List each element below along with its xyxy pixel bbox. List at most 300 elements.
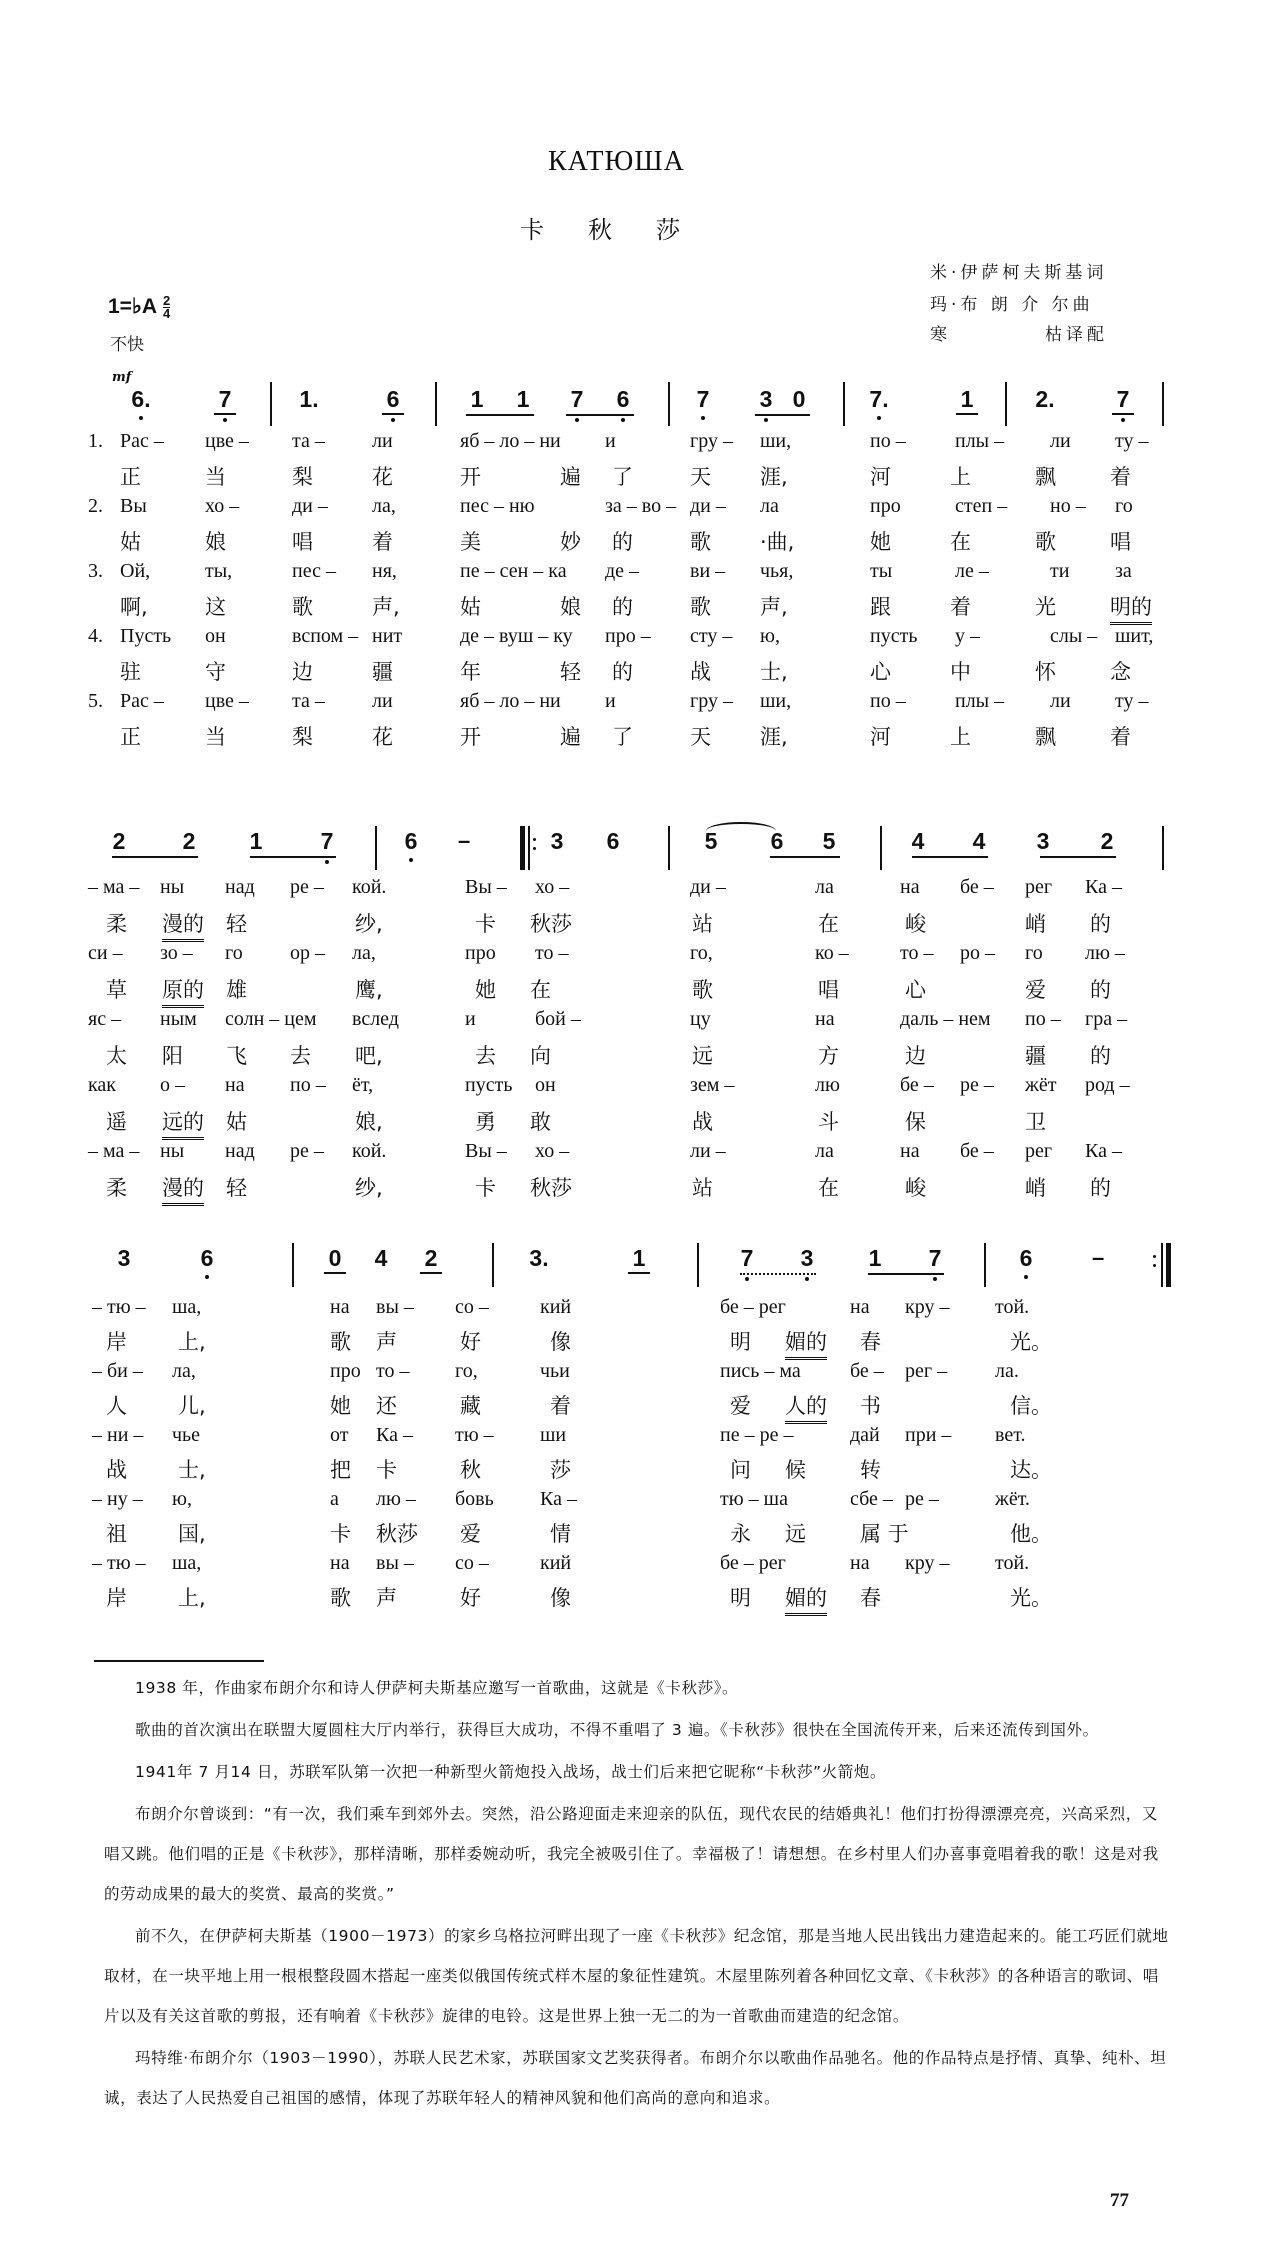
lyric-chinese: 开 <box>460 725 481 749</box>
lyric-russian: ны <box>160 1140 185 1162</box>
lyric-russian: – би – <box>92 1360 143 1382</box>
note: 5 <box>822 828 836 854</box>
lyric-chinese: 士, <box>760 660 788 684</box>
lyric-chinese: 轻 <box>560 660 581 684</box>
lyric-russian: вспом – <box>292 625 359 647</box>
lyric-chinese: 娘 <box>205 530 226 554</box>
lyric-russian: про <box>870 495 901 517</box>
lyric-russian: ши, <box>760 430 792 452</box>
lyric-chinese: 峻 <box>905 1176 926 1200</box>
lyric-russian: тю – ша <box>720 1488 788 1510</box>
lyric-russian: ди – <box>690 495 726 517</box>
lyric-russian: бе – <box>850 1360 884 1382</box>
lyric-chinese: 的 <box>1090 912 1111 936</box>
lyric-russian: шит, <box>1115 625 1154 647</box>
lyric-chinese: 信。 <box>1010 1394 1052 1418</box>
lyric-chinese: 她 <box>870 530 891 554</box>
note: 5 <box>704 828 718 854</box>
beam <box>466 414 534 416</box>
beam <box>112 856 198 858</box>
lyric-russian: то – <box>376 1360 410 1382</box>
lyric-chinese: 斗 <box>818 1110 839 1134</box>
lyric-chinese: 花 <box>372 725 393 749</box>
lyric-russian: чье <box>172 1424 201 1446</box>
lyric-chinese: 涯, <box>760 725 788 749</box>
lyric-chinese: 属 于 <box>860 1522 909 1546</box>
lyric-chinese: 开 <box>460 465 481 489</box>
lyric-russian: цве – <box>205 430 249 452</box>
note: 3 <box>117 1245 131 1271</box>
lyric-chinese: 守 <box>205 660 226 684</box>
verse-number: 2. <box>88 495 103 517</box>
lyric-russian: цве – <box>205 690 249 712</box>
lyric-chinese: 还 <box>376 1394 397 1418</box>
lyric-russian: яб – ло – ни <box>460 690 561 712</box>
lyric-russian: кий <box>540 1296 572 1318</box>
lyric-russian: Рас – <box>120 430 164 452</box>
note: 7 <box>566 386 588 413</box>
lyric-russian: вы – <box>376 1296 414 1318</box>
lyric-chinese: 遥 <box>106 1110 127 1134</box>
lyric-russian: го <box>1025 942 1043 964</box>
barline <box>668 826 670 870</box>
lyric-russian: по – <box>1025 1008 1061 1030</box>
note: 0 <box>792 386 806 412</box>
lyric-russian: плы – <box>955 430 1005 452</box>
lyric-chinese: 花 <box>372 465 393 489</box>
lyric-chinese: 祖 <box>106 1522 127 1546</box>
lyric-russian: хо – <box>205 495 240 517</box>
beam <box>250 856 336 858</box>
lyric-chinese: 媚的 <box>785 1326 827 1360</box>
lyric-chinese: 峭 <box>1025 912 1046 936</box>
lyric-russian: а <box>330 1488 339 1510</box>
lyric-russian: он <box>205 625 226 647</box>
lyric-chinese: 了 <box>612 465 633 489</box>
lyric-chinese: 她 <box>475 978 496 1002</box>
lyric-chinese: 轻 <box>226 1176 247 1200</box>
lyric-chinese: 爱 <box>460 1522 481 1546</box>
note: 1 <box>956 386 978 415</box>
lyric-russian: ре – <box>290 1140 324 1162</box>
lyric-russian: бе – <box>900 1074 934 1096</box>
lyric-chinese: 飘 <box>1035 465 1056 489</box>
note: 7 <box>316 828 338 855</box>
lyric-chinese: 永 <box>730 1522 751 1546</box>
lyric-russian: ным <box>160 1008 197 1030</box>
lyric-russian: Ка – <box>376 1424 413 1446</box>
barline <box>880 826 882 870</box>
lyric-russian: о – <box>160 1074 185 1096</box>
section-divider <box>94 1660 264 1662</box>
lyric-russian: хо – <box>535 1140 570 1162</box>
lyric-chinese: 着 <box>1110 465 1131 489</box>
repeat-dots <box>1153 1249 1157 1273</box>
lyric-chinese: 秋莎 <box>530 1176 572 1200</box>
note: 6. <box>130 386 152 413</box>
lyric-russian: на <box>330 1296 350 1318</box>
lyric-russian: ли <box>1050 430 1071 452</box>
lyric-russian: рег – <box>905 1360 948 1382</box>
lyric-chinese: 边 <box>292 660 313 684</box>
lyric-chinese: 雄 <box>226 978 247 1002</box>
lyric-russian: хо – <box>535 876 570 898</box>
lyric-russian: про <box>465 942 496 964</box>
lyric-chinese: 梨 <box>292 465 313 489</box>
lyric-chinese: 漫的 <box>162 908 204 942</box>
note: 2 <box>182 828 196 854</box>
credit-translator: 寒 枯译配 <box>930 325 1109 345</box>
note: 6 <box>400 828 422 855</box>
note: 1. <box>299 386 319 412</box>
lyric-russian: Пусть <box>120 625 172 647</box>
note: 2 <box>1100 828 1114 854</box>
lyric-russian: ши, <box>760 690 792 712</box>
lyric-chinese: 纱, <box>355 912 383 936</box>
repeat-dots <box>533 832 537 856</box>
lyric-russian: то – <box>900 942 934 964</box>
lyric-chinese: 她 <box>330 1394 351 1418</box>
lyric-russian: и <box>465 1008 476 1030</box>
lyric-russian: солн – цем <box>225 1008 317 1030</box>
lyric-russian: ре – <box>905 1488 939 1510</box>
note: 1 <box>628 1245 650 1274</box>
credit-lyricist: 米·伊萨柯夫斯基词 <box>930 263 1108 283</box>
lyric-chinese: 吧, <box>355 1044 383 1068</box>
lyric-russian: сту – <box>690 625 733 647</box>
lyric-russian: яб – ло – ни <box>460 430 561 452</box>
paragraph: 1941年 7 月14 日，苏联军队第一次把一种新型火箭炮投入战场，战士们后来把它昵称“卡秋莎”火箭炮。 <box>135 1763 887 1781</box>
lyric-chinese: 上, <box>178 1586 206 1610</box>
lyric-russian: но – <box>1050 495 1086 517</box>
note: 1 <box>249 828 263 854</box>
lyric-chinese: 战 <box>106 1458 127 1482</box>
lyric-russian: ре – <box>290 876 324 898</box>
lyric-chinese: 光 <box>1035 595 1056 619</box>
lyric-russian: ор – <box>290 942 325 964</box>
lyric-russian: по – <box>290 1074 326 1096</box>
lyric-chinese: 在 <box>818 912 839 936</box>
lyric-chinese: 秋莎 <box>376 1522 418 1546</box>
lyric-chinese: 纱, <box>355 1176 383 1200</box>
lyric-chinese: 当 <box>205 465 226 489</box>
lyric-russian: со – <box>455 1296 489 1318</box>
lyric-chinese: 保 <box>905 1110 926 1134</box>
note: 4 <box>972 828 986 854</box>
lyric-chinese: 的 <box>1090 1044 1111 1068</box>
lyric-chinese: 年 <box>460 660 481 684</box>
lyric-russian: зем – <box>690 1074 735 1096</box>
barline <box>435 382 437 426</box>
lyric-russian: гра – <box>1085 1008 1128 1030</box>
lyric-russian: кой. <box>352 876 387 898</box>
repeat-barline-thick <box>520 826 525 870</box>
note: 1 <box>470 386 484 412</box>
note: 7 <box>214 386 236 415</box>
lyric-russian: гру – <box>690 430 733 452</box>
note: 3 <box>1036 828 1050 854</box>
lyric-russian: сбе – <box>850 1488 893 1510</box>
lyric-chinese: 遍 <box>560 725 581 749</box>
lyric-chinese: 心 <box>905 978 926 1002</box>
lyric-russian: яс – <box>88 1008 122 1030</box>
lyric-chinese: 飘 <box>1035 725 1056 749</box>
lyric-chinese: 把 <box>330 1458 351 1482</box>
lyric-russian: той. <box>995 1296 1030 1318</box>
lyric-chinese: 上, <box>178 1330 206 1354</box>
lyric-russian: ли <box>372 430 393 452</box>
note: 2 <box>112 828 126 854</box>
note: 3 <box>550 828 564 854</box>
lyric-chinese: 去 <box>475 1044 496 1068</box>
lyric-chinese: 着 <box>372 530 393 554</box>
lyric-chinese: 岸 <box>106 1330 127 1354</box>
lyric-chinese: 这 <box>205 595 226 619</box>
lyric-russian: род – <box>1085 1074 1130 1096</box>
lyric-chinese: 着 <box>550 1394 571 1418</box>
barline <box>668 382 670 426</box>
lyric-russian: ли – <box>690 1140 726 1162</box>
lyric-russian: плы – <box>955 690 1005 712</box>
dynamic-marking: mf <box>112 370 132 385</box>
lyric-chinese: 远 <box>785 1522 806 1546</box>
lyric-russian: по – <box>870 430 906 452</box>
song-commentary <box>104 1668 1174 2120</box>
tempo-marking: 不快 <box>110 335 144 355</box>
note: 7 <box>692 386 714 413</box>
lyric-russian: вслед <box>352 1008 399 1030</box>
note: 2 <box>420 1245 442 1274</box>
lyric-chinese: 的 <box>612 660 633 684</box>
lyric-chinese: 光。 <box>1010 1330 1052 1354</box>
paragraph: 玛特维·布朗介尔（1903－1990），苏联人民艺术家，苏联国家文艺奖获得者。布朗介尔以歌曲作品驰名。他的作品特点是抒情、真挚、纯朴、坦诚，表达了人民热爱自己祖国的感情，体现了苏联年轻人的精神风貌和他们高尚的意向和追求。 <box>104 2049 1167 2107</box>
lyric-chinese: 春 <box>860 1330 881 1354</box>
lyric-russian: го <box>225 942 243 964</box>
lyric-russian: пес – ню <box>460 495 535 517</box>
lyric-chinese: 的 <box>612 530 633 554</box>
lyric-chinese: 战 <box>692 1110 713 1134</box>
lyric-chinese: 娘 <box>560 595 581 619</box>
beam <box>755 414 810 416</box>
lyric-chinese: 国, <box>178 1522 206 1546</box>
lyric-chinese: 去 <box>290 1044 311 1068</box>
lyric-chinese: 妙 <box>560 530 581 554</box>
lyric-chinese: 正 <box>120 725 141 749</box>
credit-composer: 玛·布 朗 介 尔曲 <box>930 295 1094 315</box>
lyric-russian: пусть <box>465 1074 513 1096</box>
barline <box>984 1243 986 1287</box>
lyric-chinese: 秋莎 <box>530 912 572 936</box>
lyric-chinese: 战 <box>690 660 711 684</box>
lyric-chinese: 天 <box>690 725 711 749</box>
lyric-chinese: 他。 <box>1010 1522 1052 1546</box>
lyric-chinese: 歌 <box>330 1586 351 1610</box>
lyric-russian: Вы – <box>465 876 507 898</box>
barline <box>292 1243 294 1287</box>
note: 7. <box>868 386 890 413</box>
lyric-russian: го, <box>690 942 713 964</box>
lyric-russian: ла <box>815 876 834 898</box>
lyric-chinese: 太 <box>106 1044 127 1068</box>
lyric-chinese: 歌 <box>690 530 711 554</box>
lyric-chinese: 卡 <box>376 1458 397 1482</box>
lyric-chinese: 轻 <box>226 912 247 936</box>
lyric-chinese: 的 <box>1090 1176 1111 1200</box>
paragraph: 歌曲的首次演出在联盟大厦圆柱大厅内举行，获得巨大成功，不得不重唱了 3 遍。《卡秋莎》很快在全国流传开来，后来还流传到国外。 <box>135 1721 1099 1739</box>
lyric-chinese: 天 <box>690 465 711 489</box>
lyric-russian: цу <box>690 1008 711 1030</box>
lyric-russian: бе – <box>960 1140 994 1162</box>
lyric-chinese: 勇 <box>475 1110 496 1134</box>
lyric-chinese: 春 <box>860 1586 881 1610</box>
barline <box>375 826 377 870</box>
lyric-russian: ко – <box>815 942 849 964</box>
lyric-russian: нит <box>372 625 403 647</box>
lyric-russian: лю – <box>376 1488 416 1510</box>
lyric-russian: ны <box>160 876 185 898</box>
lyric-chinese: 卫 <box>1025 1110 1046 1134</box>
beam <box>1040 856 1116 858</box>
lyric-russian: над <box>225 876 255 898</box>
lyric-chinese: 美 <box>460 530 481 554</box>
lyric-russian: лю <box>815 1074 840 1096</box>
lyric-russian: Ка – <box>1085 1140 1122 1162</box>
lyric-chinese: 姑 <box>226 1110 247 1134</box>
lyric-russian: Ка – <box>540 1488 577 1510</box>
key-signature <box>108 294 170 320</box>
lyric-chinese: 声, <box>372 595 400 619</box>
lyric-chinese: 向 <box>530 1044 551 1068</box>
lyric-chinese: 方 <box>818 1044 839 1068</box>
lyric-russian: ша, <box>172 1552 202 1574</box>
lyric-russian: ты <box>870 560 893 582</box>
note: 6 <box>196 1245 218 1272</box>
lyric-chinese: 唱 <box>818 978 839 1002</box>
lyric-chinese: 的 <box>612 595 633 619</box>
lyric-chinese: 心 <box>870 660 891 684</box>
repeat-barline-thick <box>1166 1243 1171 1287</box>
repeat-barline-thin <box>1161 1243 1163 1287</box>
lyric-russian: про <box>330 1360 361 1382</box>
barline <box>697 1243 699 1287</box>
paragraph: 前不久，在伊萨柯夫斯基（1900－1973）的家乡乌格拉河畔出现了一座《卡秋莎》纪念馆，那是当地人民出钱出力建造起来的。能工巧匠们就地取材，在一块平地上用一根根整段圆木搭起一座类似俄国传统式样木屋的象征性建筑。木屋里陈列着各种回忆文章、《卡秋莎》的各种语言的歌词、唱片以及有关这首歌的剪报，还有响着《卡秋莎》旋律的电铃。这是世界上独一无二的为一首歌曲而建造的纪念馆。 <box>104 1927 1169 2025</box>
barline <box>1005 382 1007 426</box>
lyric-chinese: 鹰, <box>355 978 383 1002</box>
lyric-russian: по – <box>870 690 906 712</box>
lyric-russian: чья, <box>760 560 794 582</box>
note: 4 <box>911 828 925 854</box>
lyric-chinese: 爱 <box>730 1394 751 1418</box>
lyric-russian: дай <box>850 1424 880 1446</box>
lyric-chinese: 秋 <box>460 1458 481 1482</box>
lyric-chinese: 士, <box>178 1458 206 1482</box>
lyric-russian: рег <box>1025 1140 1053 1162</box>
lyric-russian: у – <box>955 625 980 647</box>
lyric-russian: жёт <box>1025 1074 1057 1096</box>
lyric-russian: ша, <box>172 1296 202 1318</box>
lyric-chinese: 柔 <box>106 912 127 936</box>
lyric-chinese: 问 <box>730 1458 751 1482</box>
lyric-russian: как <box>88 1074 117 1096</box>
lyric-russian: на <box>225 1074 245 1096</box>
lyric-russian: ши <box>540 1424 567 1446</box>
time-signature: $\frac{2}{4}$ <box>163 292 171 321</box>
lyric-chinese: 着 <box>1110 725 1131 749</box>
lyric-chinese: 阳 <box>162 1044 183 1068</box>
lyric-russian: про – <box>605 625 651 647</box>
lyric-chinese: 漫的 <box>162 1172 204 1206</box>
note: 3. <box>529 1245 549 1271</box>
lyric-russian: кий <box>540 1552 572 1574</box>
lyric-russian: Вы – <box>465 1140 507 1162</box>
lyric-chinese: 卡 <box>475 912 496 936</box>
lyric-chinese: 峭 <box>1025 1176 1046 1200</box>
barline <box>492 1243 494 1287</box>
dash-sustain: – <box>1092 1245 1105 1270</box>
lyric-russian: вы – <box>376 1552 414 1574</box>
lyric-chinese: 河 <box>870 465 891 489</box>
lyric-russian: ла, <box>372 495 396 517</box>
note: 6 <box>1015 1245 1037 1272</box>
lyric-chinese: 站 <box>692 912 713 936</box>
lyric-chinese: 藏 <box>460 1394 481 1418</box>
lyric-russian: го, <box>455 1360 478 1382</box>
barline <box>1162 826 1164 870</box>
paragraph: 1938 年，作曲家布朗介尔和诗人伊萨柯夫斯基应邀写一首歌曲，这就是《卡秋莎》。 <box>135 1679 739 1697</box>
lyric-chinese: 唱 <box>1110 530 1131 554</box>
lyric-russian: ла <box>815 1140 834 1162</box>
lyric-russian: за – во – <box>605 495 677 517</box>
lyric-russian: ю, <box>172 1488 192 1510</box>
lyric-russian: та – <box>292 430 325 452</box>
note: 7 <box>736 1245 758 1272</box>
lyric-chinese: 着 <box>950 595 971 619</box>
lyric-russian: над <box>225 1140 255 1162</box>
lyric-chinese: 儿, <box>178 1394 206 1418</box>
note: 6 <box>606 828 620 854</box>
lyric-russian: бе – рег <box>720 1296 786 1318</box>
lyric-chinese: 像 <box>550 1330 571 1354</box>
barline <box>1162 382 1164 426</box>
lyric-chinese: 上 <box>950 465 971 489</box>
lyric-russian: ту – <box>1115 430 1149 452</box>
lyric-russian: Ой, <box>120 560 151 582</box>
lyric-russian: пе – ре – <box>720 1424 794 1446</box>
lyric-chinese: 卡 <box>475 1176 496 1200</box>
note: 1 <box>868 1245 882 1271</box>
lyric-russian: гру – <box>690 690 733 712</box>
repeat-barline-thin <box>528 826 530 870</box>
lyric-russian: ви – <box>690 560 726 582</box>
lyric-chinese: 飞 <box>226 1044 247 1068</box>
lyric-russian: бой – <box>535 1008 581 1030</box>
lyric-russian: ле – <box>955 560 989 582</box>
lyric-russian: бовь <box>455 1488 494 1510</box>
lyric-russian: лю – <box>1085 942 1125 964</box>
lyric-chinese: 声 <box>376 1586 397 1610</box>
lyric-chinese: 柔 <box>106 1176 127 1200</box>
lyric-chinese: 远 <box>692 1044 713 1068</box>
beam <box>912 856 988 858</box>
lyric-chinese: 达。 <box>1010 1458 1052 1482</box>
lyric-russian: даль – нем <box>900 1008 991 1030</box>
verse-number: 1. <box>88 430 103 452</box>
lyric-chinese: 正 <box>120 465 141 489</box>
lyric-chinese: 当 <box>205 725 226 749</box>
lyric-chinese: 疆 <box>372 660 393 684</box>
lyric-russian: – ну – <box>92 1488 143 1510</box>
lyric-russian: Вы <box>120 495 147 517</box>
